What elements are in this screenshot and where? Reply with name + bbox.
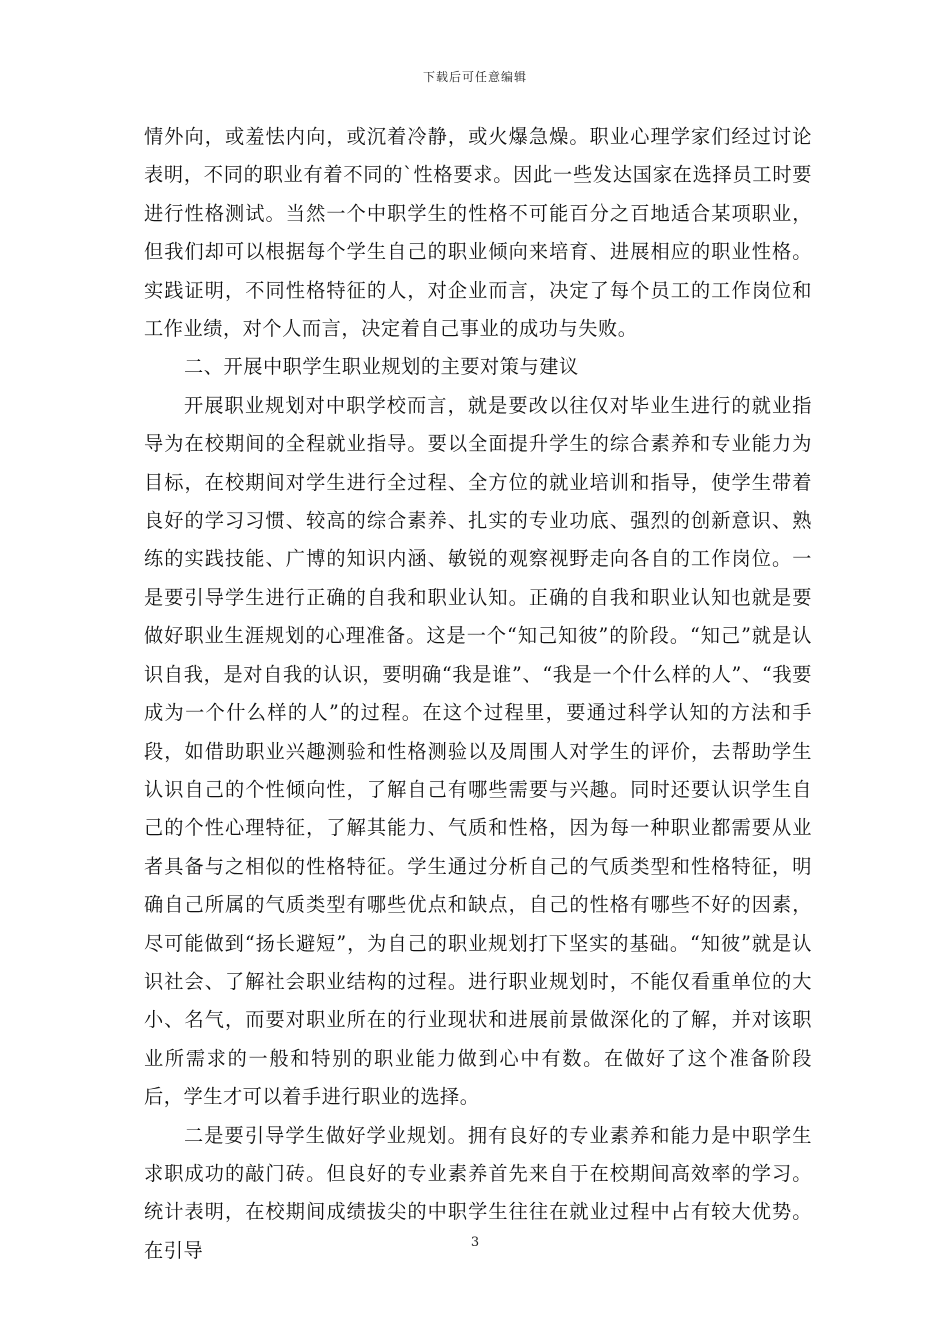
page-header: 下载后可任意编辑 — [422, 70, 527, 84]
paragraph-personality: 情外向，或羞怯内向，或沉着冷静，或火爆急燥。职业心理学家们经过讨论表明，不同的职业有着不同的`性格要求。因此一些发达国家在选择员工时要进行性格测试。当然一个中职学生的性格不可能百分之百地适合某项职业，但我们却可以根据每个学生自己的职业倾向来培育、进展相应的职业性格。实践证明，不同性格特征的人，对企业而言，决定了每个员工的工作岗位和工作业绩，对个人而言，决定着自己事业的成功与失败。 — [144, 125, 812, 341]
page-number: 3 — [470, 1235, 480, 1250]
document-body — [144, 118, 812, 1270]
paragraph-academic-planning: 二是要引导学生做好学业规划。拥有良好的专业素养和能力是中职学生求职成功的敲门砖。但良好的专业素养首先来自于在校期间高效率的学习。统计表明，在校期间成绩拔尖的中职学生往往在就业过程中占有较大优势。在引导 — [144, 1123, 812, 1262]
paragraph-career-planning: 开展职业规划对中职学校而言，就是要改以往仅对毕业生进行的就业指导为在校期间的全程就业指导。要以全面提升学生的综合素养和专业能力为目标，在校期间对学生进行全过程、全方位的就业培训和指导，使学生带着良好的学习习惯、较高的综合素养、扎实的专业功底、强烈的创新意识、熟练的实践技能、广博的知识内涵、敏锐的观察视野走向各自的工作岗位。一是要引导学生进行正确的自我和职业认知。正确的自我和职业认知也就是要做好职业生涯规划的心理准备。这是一个“知己知彼”的阶段。“知己”就是认识自我，是对自我的认识，要明确“我是谁”、“我是一个什么样的人”、“我要成为一个什么样的人”的过程。在这个过程里，要通过科学认知的方法和手段，如借助职业兴趣测验和性格测验以及周围人对学生的评价，去帮助学生认识自己的个性倾向性，了解自己有哪些需要与兴趣。同时还要认识学生自己的个性心理特征，了解其能力、气质和性格，因为每一种职业都需要从业者具备与之相似的性格特征。学生通过分析自己的气质类型和性格特征，明确自己所属的气质类型有哪些优点和缺点，自己的性格有哪些不好的因素，尽可能做到“扬长避短”，为自己的职业规划打下坚实的基础。“知彼”就是认识社会、了解社会职业结构的过程。进行职业规划时，不能仅看重单位的大小、名气，而要对职业所在的行业现状和进展前景做深化的了解，并对该职业所需求的一般和特别的职业能力做到心中有数。在做好了这个准备阶段后，学生才可以着手进行职业的选择。 — [144, 393, 812, 1109]
section-heading: 二、开展中职学生职业规划的主要对策与建议 — [184, 355, 579, 379]
